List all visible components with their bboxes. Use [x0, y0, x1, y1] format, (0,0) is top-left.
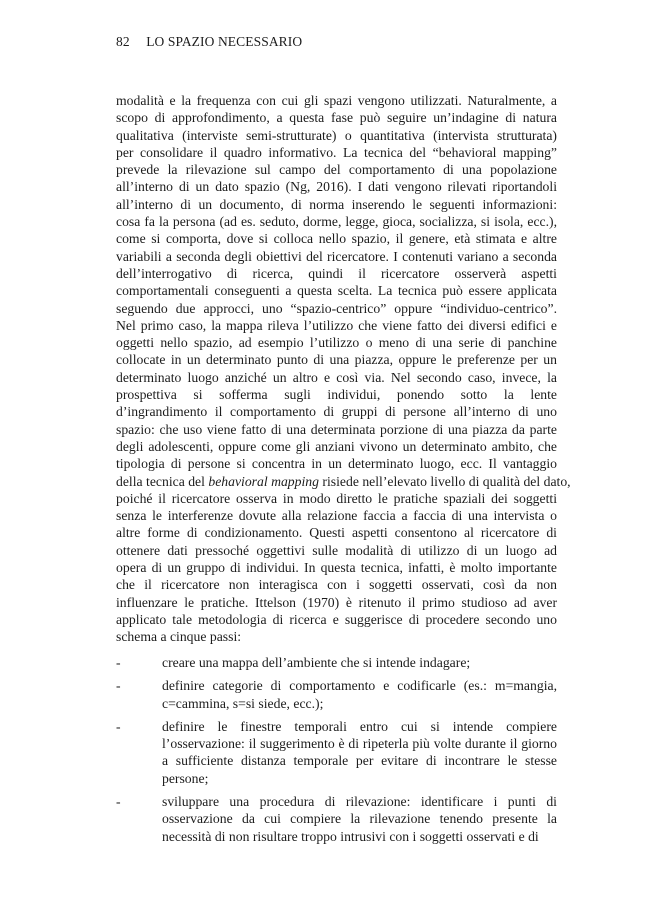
italic-term: behavioral mapping	[208, 473, 319, 489]
text-line: poiché il ricercatore osserva in modo diretto le pratiche spaziali dei soggetti	[116, 490, 557, 506]
list-item-text: creare una mappa dell’ambiente che si intende indagare;	[162, 655, 471, 670]
text-line-tail: risiede nell’elevato livello di qualità del dato,	[318, 473, 571, 489]
list-item-text: definire categorie di comportamento e codificarle (es.: m=mangia, c=cammina, s=si siede, ecc.);	[162, 678, 557, 711]
text-line: oggetti nello spazio, ad esempio l’utilizzo o meno di una serie di panchine	[116, 335, 557, 351]
text-line: scopo di approfondimento, a questa fase può seguire un’indagine di natura	[116, 110, 557, 126]
text-line: variabili a seconda degli obiettivi del ricercatore. I contenuti variano a seconda	[116, 248, 557, 264]
text-line: modalità e la frequenza con cui gli spazi vengono utilizzati. Naturalmente, a	[116, 93, 557, 108]
text-line-head: della tecnica del	[116, 473, 209, 489]
list-dash: -	[116, 794, 121, 810]
running-title: LO SPAZIO NECESSARIO	[146, 34, 303, 49]
list-item	[116, 654, 557, 671]
body-paragraph	[116, 92, 571, 646]
text-line: degli adolescenti, oppure come gli anziani vivono un determinato ambito, che	[116, 438, 557, 454]
text-line: senza le interferenze dovute alla relazione faccia a faccia di una intervista o	[116, 508, 557, 524]
text-line: influenzare le pratiche. Ittelson (1970) è ritenuto il primo studioso ad aver	[116, 594, 557, 610]
text-line: applicato tale metodologia di ricerca e suggerisce di procedere secondo uno	[116, 611, 557, 627]
text-line: determinato luogo anziché un altro e così via. Nel secondo caso, invece, la	[116, 369, 557, 385]
list-item	[116, 718, 557, 787]
list-item	[116, 677, 557, 712]
text-line: cosa fa la persona (ad es. seduto, dorme, legge, gioca, socializza, si isola, ecc.),	[116, 214, 557, 230]
running-header	[116, 34, 302, 50]
text-line: opera di un gruppo di individui. In questa tecnica, infatti, è molto importante	[116, 560, 557, 576]
text-line: prevede la rilevazione sul campo del comportamento di una popolazione	[116, 162, 557, 178]
text-line: spazio: che uso viene fatto di una determinata porzione di una piazza da parte	[116, 421, 557, 437]
text-line: come si comporta, dove si colloca nello spazio, il genere, età stimata e altre	[116, 231, 557, 247]
list-item-text: sviluppare una procedura di rilevazione: identificare i punti di osservazione da cui compiere la rilevazione tenendo presente la necessità di non risultare troppo intrusivi con i soggetti osservati e di	[162, 794, 557, 844]
list-item-text: definire le finestre temporali entro cui si intende compiere l’osservazione: il suggerimento è di ripeterla più volte durante il giorno a sufficiente distanza temporale per evitare di incontrare le stesse persone;	[162, 718, 557, 786]
text-line: che il ricercatore non interagisca con i soggetti osservati, così da non	[116, 577, 557, 593]
text-line: prospettiva si sofferma sugli individui, ponendo sotto la lente	[116, 387, 557, 403]
text-line-italic	[116, 473, 571, 490]
text-line: altre forme di condizionamento. Questi aspetti consentono al ricercatore di	[116, 525, 557, 541]
text-line: seguendo due approcci, uno “spazio-centrico” oppure “individuo-centrico”.	[116, 300, 557, 316]
text-line: ottenere dati pressoché oggettivi sulle modalità di utilizzo di un luogo ad	[116, 542, 557, 558]
text-line: Nel primo caso, la mappa rileva l’utilizzo che viene fatto dei diversi edifici e	[116, 317, 557, 333]
list-dash: -	[116, 678, 121, 694]
text-line: d’ingrandimento il comportamento di gruppi di persone all’interno di uno	[116, 404, 557, 420]
text-line: per consolidare il quadro informativo. La tecnica del “behavioral mapping”	[116, 144, 557, 160]
list-item	[116, 793, 557, 845]
text-line: schema a cinque passi:	[116, 629, 242, 645]
text-line: comportamentali conseguenti a questa scelta. La tecnica può essere applicata	[116, 283, 557, 299]
page-number: 82	[116, 34, 130, 49]
text-line: qualitativa (interviste semi-strutturate) o quantitativa (intervista strutturata)	[116, 127, 557, 143]
text-line: tipologia di persone si concentra in un determinato luogo, ecc. Il vantaggio	[116, 456, 557, 472]
text-line: collocate in un determinato punto di una piazza, oppure le preferenze per un	[116, 352, 557, 368]
list-dash: -	[116, 718, 121, 734]
text-line: all’interno di un dato spazio (Ng, 2016). I dati vengono rilevati riportandoli	[116, 179, 557, 195]
steps-list	[116, 654, 557, 851]
text-line: all’interno di un documento, di norma inserendo le seguenti informazioni:	[116, 196, 557, 212]
text-line: dell’interrogativo di ricerca, quindi il ricercatore osserverà aspetti	[116, 265, 557, 281]
list-dash: -	[116, 655, 121, 670]
